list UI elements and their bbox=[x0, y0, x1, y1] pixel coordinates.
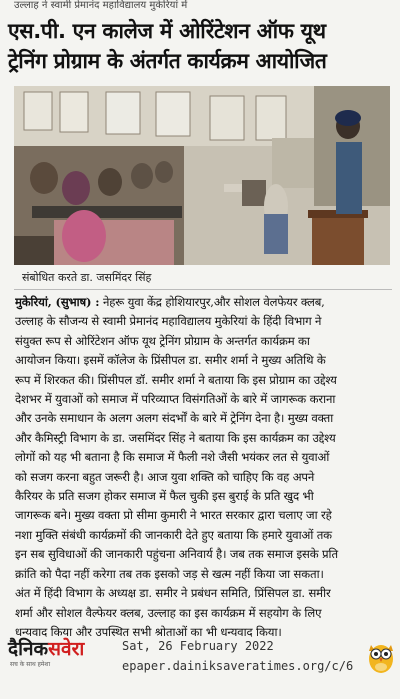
epaper-footer bbox=[0, 631, 400, 699]
article-line-text: नेहरू युवा केंद्र होशियारपुर,और सोशल वेलफेयर क्लब, bbox=[99, 295, 325, 309]
headline-line-2: ट्रेनिंग प्रोग्राम के अंतर्गत कार्यक्रम आयोजित bbox=[8, 49, 327, 73]
article-line: शर्मा और सोशल वैल्फेयर क्लब, उल्लाह का इस कार्यक्रम में सहयोग के लिए bbox=[15, 605, 322, 620]
article-line: देशभर में युवाओं को समाज में परिव्याप्त विसंगतिओं के बारे में जागरूक कराना bbox=[15, 392, 336, 407]
photo-caption: संबोधित करते डा. जसमिंदर सिंह bbox=[22, 271, 152, 284]
article-line: क्रांति को पैदा नहीं करेगा तब तक इसको जड़ से खत्म नहीं किया जा सकता। bbox=[15, 566, 324, 581]
headline bbox=[8, 16, 394, 76]
article-line: लोगों को यह भी बताना है कि समाज में फैली नशे जैसी भयंकर लत से युवाओं bbox=[15, 450, 330, 465]
article-line: नशा मुक्ति संबंधी कार्यक्रमों की जानकारी देते हुए बताया कि हमारे युवाओं तक bbox=[15, 527, 332, 542]
article-line: उल्लाह के सौजन्य से स्वामी प्रेमानंद महाविद्यालय मुकेरियां के हिंदी विभाग ने bbox=[15, 314, 322, 329]
article-line: रूप में शिरकत की। प्रिंसीपल डॉ. समीर शर्मा ने बताया कि इस प्रोग्राम का उद्देश्य bbox=[15, 372, 337, 387]
newspaper-logo[interactable] bbox=[8, 637, 120, 677]
epaper-link[interactable]: epaper.dainiksaveratimes.org/c/6 bbox=[122, 659, 354, 673]
logo-main: दैनिक bbox=[8, 638, 49, 660]
dateline: मुकेरियां, (सुभाष) : bbox=[15, 295, 100, 309]
article-line: और उनके समाधान के अलग अलग संदर्भों के बारे में ट्रेनिंग देना है। मुख्य वक्ता bbox=[15, 411, 334, 426]
article-line: कैरियर के प्रति सजग होकर समाज में फैल चुकी इस बुराई के प्रति खुद भी bbox=[15, 489, 314, 504]
article-line: अंत में हिंदी विभाग के अध्यक्ष डा. समीर ने प्रबंधन समिति, प्रिंसिपल डा. समीर bbox=[15, 586, 331, 601]
article-line: और कैमिस्ट्री विभाग के डा. जसमिंदर सिंह ने बताया कि इस कार्यक्रम का उद्देश्य bbox=[15, 430, 336, 445]
article-line: संयुक्त रूप से ओरिंटेशन ऑफ यूथ ट्रेनिंग प्रोग्राम के अन्तर्गत कार्यक्रम का bbox=[15, 333, 310, 348]
article-line: धन्यवाद किया और उपस्थित सभी श्रोताओं का भी धन्यवाद किया। bbox=[15, 624, 282, 639]
logo-wordmark bbox=[8, 637, 120, 661]
caption-divider bbox=[14, 289, 392, 290]
headline-line-1: एस.पी. एन कालेज में ओरिंटेशन ऑफ यूथ bbox=[8, 19, 326, 43]
article-line: को सजग करना बहुत जरूरी है। आज युवा शक्ति को चाहिए कि वह अपने bbox=[15, 469, 315, 484]
publication-date: Sat, 26 February 2022 bbox=[122, 639, 274, 653]
article-line: जागरूक बने। मुख्य वक्ता प्रो सीमा कुमारी ने भारत सरकार द्वारा चलाए जा रहे bbox=[15, 508, 332, 523]
logo-tagline: सच के साथ हमेशा bbox=[10, 661, 51, 668]
owl-mascot-icon bbox=[366, 635, 396, 675]
article-line: इन सब सुविधाओं की जानकारी पहुंचना अनिवार्य है। जब तक समाज इसके प्रति bbox=[15, 547, 338, 562]
article-line: आयोजन किया। इसमें कॉलेज के प्रिंसीपल डा. समीर शर्मा ने मुख्य अतिथि के bbox=[15, 353, 326, 368]
article-line bbox=[15, 293, 393, 312]
article-body bbox=[15, 293, 393, 642]
cropped-previous-line: उल्लाह ने स्वामी प्रेमानंद महाविद्यालय मुकेरियां में bbox=[14, 0, 188, 11]
logo-accent: सवेरा bbox=[48, 638, 85, 660]
news-photo bbox=[14, 86, 390, 265]
